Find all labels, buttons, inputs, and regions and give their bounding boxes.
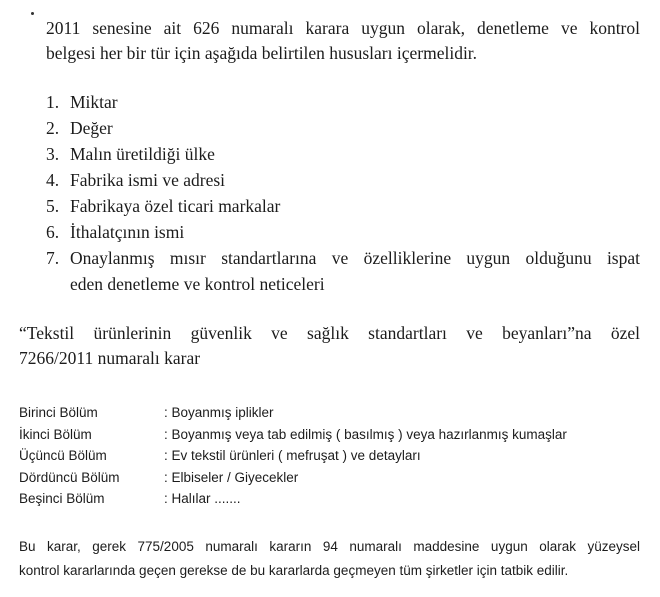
closing-paragraph [19, 535, 640, 583]
list-item: 6. İthalatçının ismi [46, 222, 185, 242]
intro-line-1: 2011 senesine ait 626 numaralı karara uygun olarak, denetleme ve kontrol [46, 18, 640, 38]
section-row: Dördüncü Bölüm : Elbiseler / Giyecekler [19, 469, 299, 485]
list-item: 4. Fabrika ismi ve adresi [46, 170, 226, 190]
closing-line-2: kontrol kararlarında geçen gerekse de bu kararlarda geçmeyen tüm şirketler için tatbik edilir. [19, 563, 569, 578]
decree-title [19, 321, 640, 371]
section-row: Birinci Bölüm : Boyanmış iplikler [19, 405, 274, 420]
requirements-list [46, 89, 640, 297]
intro-line-2: belgesi her bir tür için aşağıda belirtilen hususları içermelidir. [46, 43, 478, 63]
sections-table [19, 402, 639, 510]
list-item: 3. Malın üretildiği ülke [46, 144, 215, 164]
decree-line-2: 7266/2011 numaralı karar [19, 348, 201, 368]
list-item: 2. Değer [46, 118, 113, 138]
list-item: 5. Fabrikaya özel ticari markalar [46, 196, 281, 216]
list-item: 7. Onaylanmış mısır standartlarına ve özelliklerine uygun olduğunu ispat eden denetleme ve kontrol neticeleri [46, 248, 640, 294]
list-item: 1. Miktar [46, 92, 118, 112]
section-row: İkinci Bölüm : Boyanmış veya tab edilmiş ( basılmış ) veya hazırlanmış kumaşlar [19, 426, 567, 442]
bullet-mark [31, 12, 34, 15]
intro-paragraph [46, 16, 640, 66]
decree-line-1: “Tekstil ürünlerinin güvenlik ve sağlık standartları ve beyanları”na özel [19, 323, 640, 343]
section-row: Beşinci Bölüm : Halılar ....... [19, 491, 241, 506]
section-row: Üçüncü Bölüm : Ev tekstil ürünleri ( mefruşat ) ve detayları [19, 448, 421, 463]
closing-line-1: Bu karar, gerek 775/2005 numaralı kararın 94 numaralı maddesine uygun olarak yüzeysel [19, 539, 640, 554]
